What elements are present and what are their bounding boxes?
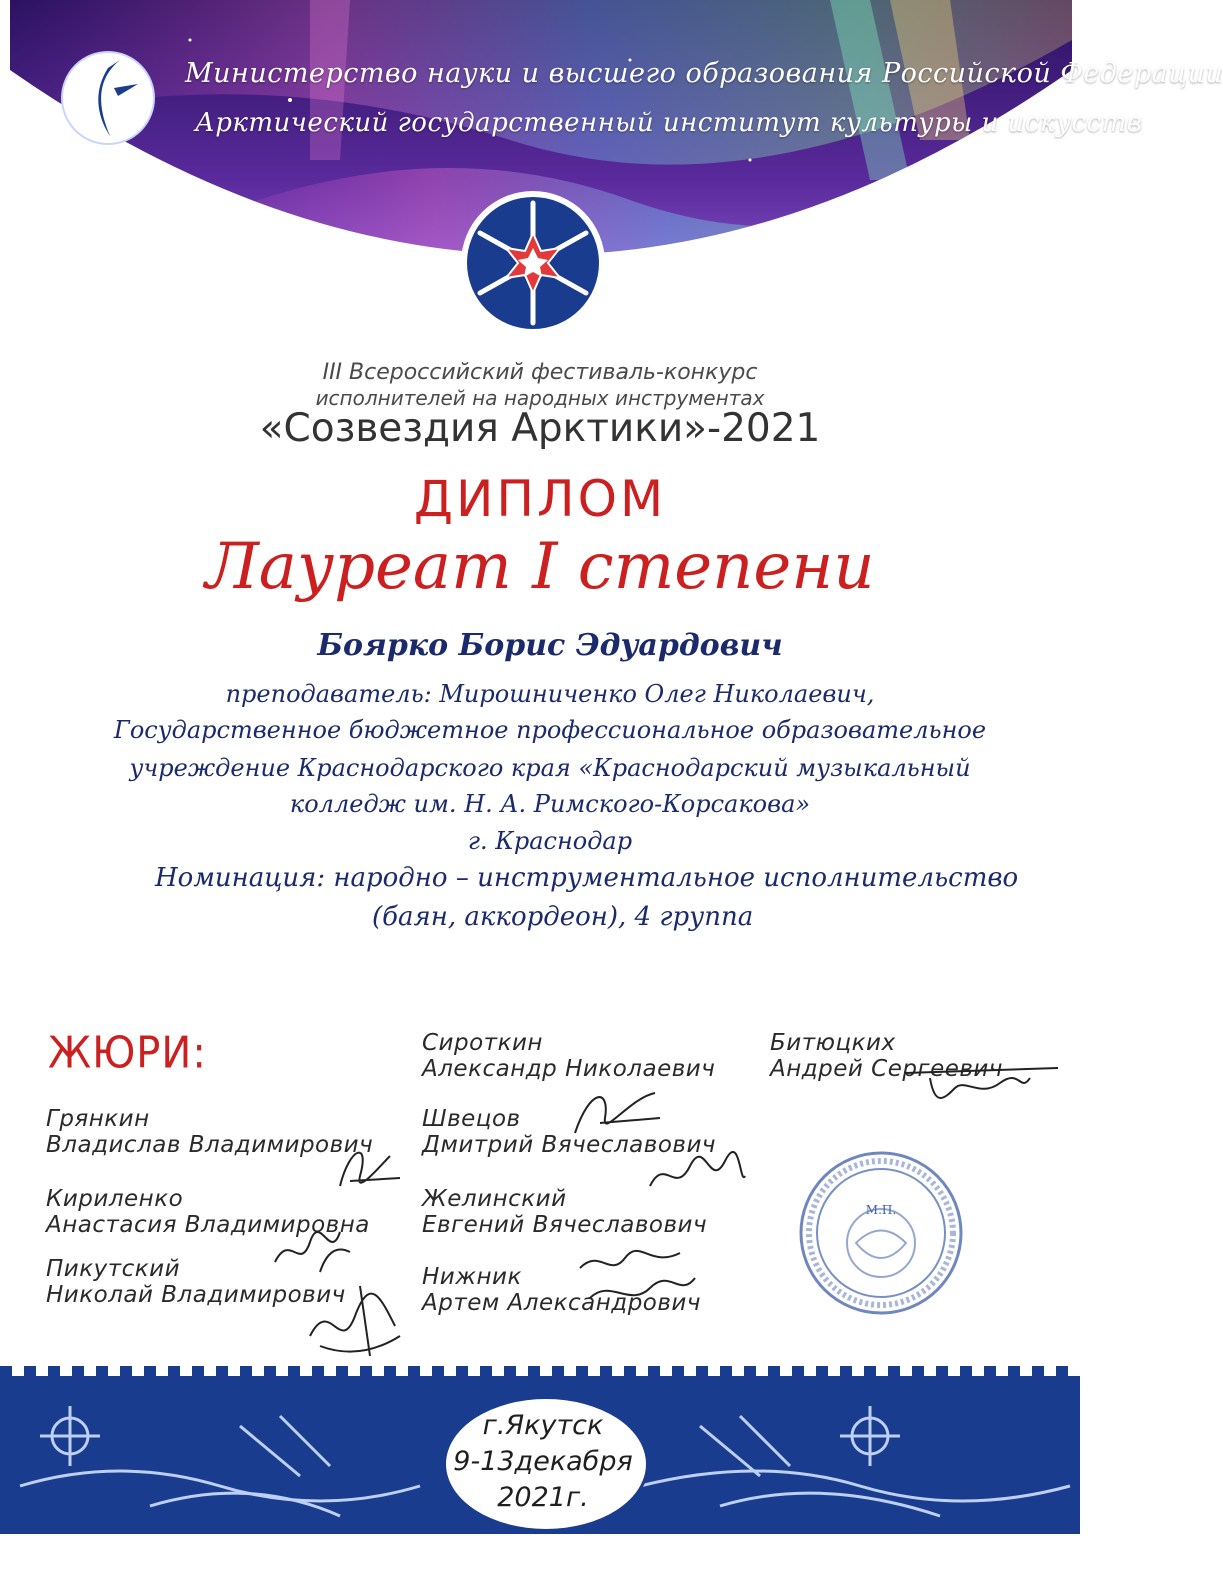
recipient-name: Боярко Борис Эдуардович xyxy=(317,628,783,663)
jury-member xyxy=(46,1106,373,1158)
signature-graphic xyxy=(640,1146,750,1206)
jury-surname: Швецов xyxy=(422,1106,521,1132)
diploma-heading: ДИПЛОМ xyxy=(413,470,667,528)
signature-graphic xyxy=(270,1222,360,1282)
jury-surname: Желинский xyxy=(422,1186,567,1212)
institution-line3: колледж им. Н. А. Римского-Корсакова» xyxy=(289,790,811,818)
laureate-degree: Лауреат I степени xyxy=(205,530,875,604)
nomination-line1: Номинация: народно – инструментальное исполнительство xyxy=(155,863,1019,893)
signature-graphic xyxy=(900,1058,1060,1118)
jury-given-name: Андрей Сергеевич xyxy=(770,1056,1003,1082)
jury-surname: Грянкин xyxy=(46,1106,150,1132)
jury-given-name: Евгений Вячеславович xyxy=(422,1212,708,1238)
signature-graphic xyxy=(560,1078,670,1148)
seal-label: М.П. xyxy=(865,1203,897,1217)
festival-line2: исполнителей на народных инструментах xyxy=(315,386,765,410)
official-seal xyxy=(796,1148,966,1318)
jury-given-name: Дмитрий Вячеславович xyxy=(422,1132,716,1158)
jury-surname: Пикутский xyxy=(46,1256,181,1282)
jury-surname: Битюцких xyxy=(770,1030,896,1056)
festival-emblem xyxy=(448,188,618,338)
place-dates: 9-13декабря xyxy=(453,1446,633,1477)
signature-graphic xyxy=(330,1136,410,1206)
teacher-line: преподаватель: Мирошниченко Олег Николаевич, xyxy=(225,680,875,708)
jury-given-name: Николай Владимирович xyxy=(46,1282,346,1308)
place-city: г.Якутск xyxy=(482,1410,604,1441)
institution-line2: учреждение Краснодарского края «Краснодарский музыкальный xyxy=(129,754,971,782)
ministry-title: Министерство науки и высшего образования Российской Федерации xyxy=(185,58,1223,89)
jury-surname: Сироткин xyxy=(422,1030,543,1056)
place-year: 2021г. xyxy=(497,1482,589,1513)
festival-line1: III Всероссийский фестиваль-конкурс xyxy=(322,360,758,385)
signature-graphic xyxy=(570,1238,700,1318)
institute-logo xyxy=(58,48,158,148)
jury-surname: Кириленко xyxy=(46,1186,184,1212)
jury-surname: Нижник xyxy=(422,1264,522,1290)
institution-line1: Государственное бюджетное профессиональное образовательное xyxy=(113,716,987,744)
jury-given-name: Владислав Владимирович xyxy=(46,1132,374,1158)
jury-heading: ЖЮРИ: xyxy=(48,1027,207,1079)
jury-given-name: Анастасия Владимировна xyxy=(46,1212,370,1238)
city-line: г. Краснодар xyxy=(467,827,633,855)
jury-given-name: Артем Александрович xyxy=(422,1290,701,1316)
jury-member xyxy=(422,1030,715,1082)
institute-title: Арктический государственный институт культуры и искусств xyxy=(195,108,1143,138)
signature-graphic xyxy=(300,1276,410,1366)
jury-given-name: Александр Николаевич xyxy=(422,1056,716,1082)
festival-title: «Созвездия Арктики»-2021 xyxy=(259,406,821,451)
nomination-line2: (баян, аккордеон), 4 группа xyxy=(372,902,754,932)
